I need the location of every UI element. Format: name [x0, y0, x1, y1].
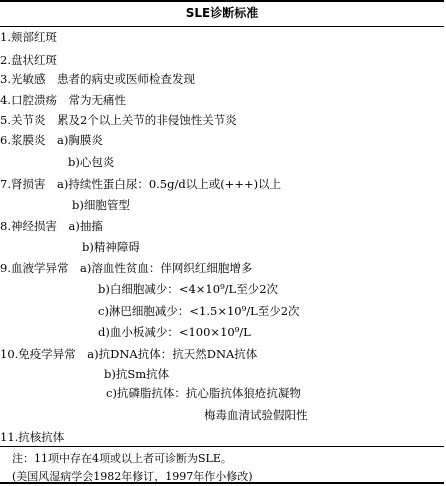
criterion-5: 5.关节炎 累及2个以上关节的非侵蚀性关节炎	[0, 113, 237, 127]
criterion-10-sub-c-cont: 梅毒血清试验假阳性	[204, 408, 308, 422]
criterion-8-sub-b: b)精神障碍	[82, 240, 140, 254]
criterion-3: 3.光敏感 患者的病史或医师检查发现	[0, 72, 195, 86]
criterion-10: 10.免疫学异常 a)抗DNA抗体：抗天然DNA抗体	[0, 347, 258, 361]
criterion-10-sub-c: c)抗磷脂抗体：抗心脂抗体狼疮抗凝物	[106, 386, 301, 400]
criterion-11: 11.抗核抗体	[0, 430, 65, 444]
footnote-criteria-count: 注：11项中存在4项或以上者可诊断为SLE。	[12, 452, 232, 465]
criterion-1: 1.颊部红斑	[0, 30, 57, 44]
criterion-9: 9.血液学异常 a)溶血性贫血：伴网织红细胞增多	[0, 261, 253, 275]
criterion-2: 2.盘状红斑	[0, 53, 57, 67]
criterion-4: 4.口腔溃疡 常为无痛性	[0, 93, 126, 107]
criterion-7-sub-b: b)细胞管型	[72, 198, 130, 212]
footnote-source: (美国风湿病学会1982年修订，1997年作小修改)	[12, 470, 253, 483]
criterion-9-sub-b: b)白细胞减少：<4×10⁹/L至少2次	[98, 282, 279, 296]
table-title: SLE诊断标准	[0, 2, 444, 27]
criterion-6: 6.浆膜炎 a)胸膜炎	[0, 133, 103, 147]
criterion-9-sub-c: c)淋巴细胞减少：<1.5×10⁹/L至少2次	[98, 304, 300, 318]
criterion-8: 8.神经损害 a)抽搐	[0, 219, 103, 233]
criterion-9-sub-d: d)血小板减少：<100×10⁹/L	[98, 325, 251, 339]
criterion-6-sub-b: b)心包炎	[68, 155, 115, 169]
footer-divider	[0, 446, 444, 447]
criterion-10-sub-b: b)抗Sm抗体	[104, 367, 170, 381]
criterion-7: 7.肾损害 a)持续性蛋白尿：0.5g/d以上或(+++)以上	[0, 177, 282, 191]
